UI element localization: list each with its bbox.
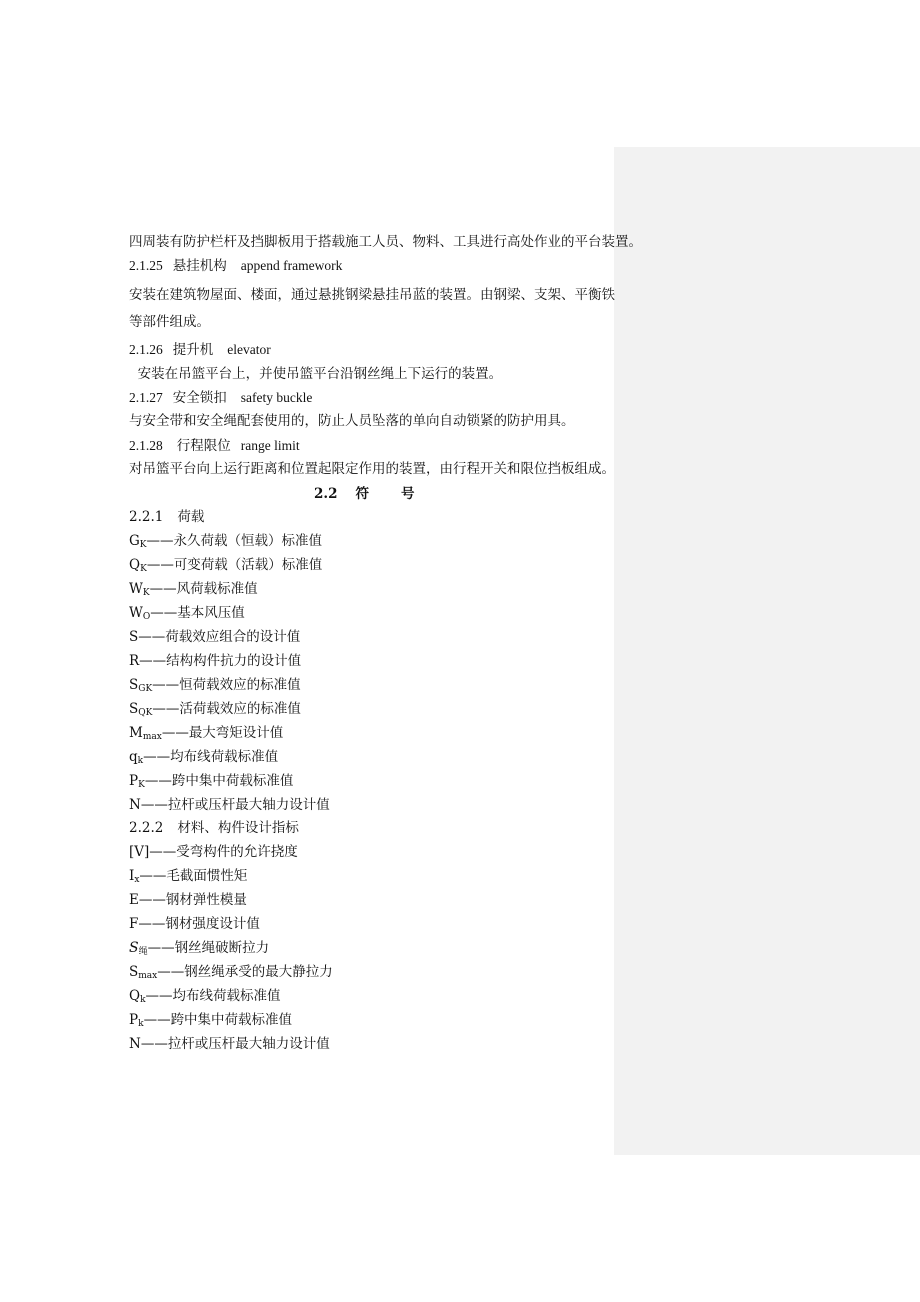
comment-pane — [614, 147, 920, 1155]
symbol-description: ——恒荷载效应的标准值 — [152, 677, 301, 693]
symbol-line — [129, 748, 278, 766]
symbol-subscript: k — [137, 756, 144, 766]
symbol-line — [129, 796, 330, 814]
symbol-description: ——永久荷载（恒载）标准值 — [146, 533, 323, 549]
symbol-subscript: max — [138, 971, 158, 981]
symbol-subscript: k — [140, 995, 146, 1005]
symbol-line — [129, 676, 301, 694]
symbol-line — [129, 915, 260, 933]
symbol-subscript: k — [138, 1019, 144, 1029]
symbol: S — [129, 964, 139, 980]
paragraph-buckle-desc: 与安全带和安全绳配套使用的，防止人员坠落的单向自动锁紧的防护用具。 — [129, 413, 575, 429]
term-cn: 行程限位 — [176, 438, 231, 453]
symbol-description: ——基本风压值 — [150, 605, 245, 621]
symbol-line — [129, 1011, 292, 1029]
term-number: 2.1.26 — [129, 342, 163, 357]
symbol-line — [129, 556, 322, 574]
symbol: N — [129, 1036, 141, 1052]
subsection-number: 2.2.1 — [129, 509, 164, 525]
symbol-description: ——受弯构件的允许挠度 — [149, 844, 298, 860]
symbol-description: ——均布线荷载标准值 — [145, 988, 281, 1004]
symbol-subscript: K — [139, 540, 147, 550]
symbol-description: ——荷载效应组合的设计值 — [138, 629, 301, 645]
symbol-description: ——可变荷载（活载）标准值 — [146, 557, 323, 573]
term-number: 2.1.27 — [129, 390, 163, 405]
symbol-description: ——拉杆或压杆最大轴力设计值 — [140, 1036, 330, 1052]
term-2-1-25 — [129, 257, 342, 275]
subsection-2-2-1 — [129, 508, 204, 526]
symbol: q — [129, 749, 138, 765]
term-en: safety buckle — [240, 390, 313, 405]
symbol: W — [129, 581, 143, 597]
symbol-description: ——风荷载标准值 — [149, 581, 258, 597]
symbol-subscript: x — [134, 875, 140, 885]
symbol-line — [129, 867, 247, 885]
symbol-line — [129, 1035, 330, 1053]
symbol-line — [129, 939, 269, 957]
symbol-subscript: GK — [138, 684, 153, 694]
paragraph-framework-desc-1: 安装在建筑物屋面、楼面，通过悬挑钢梁悬挂吊蓝的装置。由钢梁、支架、平衡铁 — [129, 287, 615, 303]
symbol-description: ——钢丝绳承受的最大静拉力 — [157, 964, 333, 980]
term-number: 2.1.25 — [129, 258, 163, 273]
symbol-subscript: 绳 — [138, 947, 148, 957]
symbol: M — [129, 725, 143, 741]
symbol: P — [129, 1012, 139, 1028]
symbol-line — [129, 700, 301, 718]
symbol-line — [129, 604, 245, 622]
subsection-title: 材料、构件设计指标 — [177, 820, 299, 836]
symbol-line — [129, 724, 283, 742]
symbol-line — [129, 772, 293, 790]
symbol: Q — [129, 988, 141, 1004]
symbol-subscript: K — [142, 588, 150, 598]
term-number: 2.1.28 — [129, 438, 163, 453]
symbol-subscript: O — [142, 612, 151, 622]
symbol-subscript: max — [142, 732, 162, 742]
term-2-1-28 — [129, 437, 300, 455]
symbol-line — [129, 843, 298, 861]
symbol-description: ——跨中集中荷载标准值 — [144, 773, 294, 789]
symbol-subscript: QK — [138, 708, 153, 718]
symbol: [V] — [129, 844, 150, 860]
symbol-description: ——均布线荷载标准值 — [143, 749, 279, 765]
symbol-line — [129, 652, 301, 670]
subsection-title: 荷载 — [177, 509, 205, 525]
symbol: S — [129, 677, 139, 693]
symbol-description: ——拉杆或压杆最大轴力设计值 — [140, 797, 330, 813]
term-cn: 提升机 — [172, 342, 214, 357]
paragraph-platform-desc: 四周装有防护栏杆及挡脚板用于搭载施工人员、物料、工具进行高处作业的平台装置。 — [129, 234, 642, 250]
term-cn: 安全锁扣 — [172, 390, 227, 405]
term-en: elevator — [227, 342, 271, 357]
symbol-line — [129, 628, 300, 646]
symbol: G — [129, 533, 140, 549]
symbol-line — [129, 963, 333, 981]
term-2-1-26 — [129, 341, 271, 359]
symbol: N — [129, 797, 141, 813]
symbol: R — [129, 653, 140, 669]
section-title-a: 符 — [355, 486, 369, 502]
symbol-description: ——活荷载效应的标准值 — [152, 701, 301, 717]
section-title-b: 号 — [401, 486, 415, 502]
section-number: 2.2 — [314, 486, 338, 502]
subsection-number: 2.2.2 — [129, 820, 164, 836]
subsection-2-2-2 — [129, 819, 299, 837]
symbol-subscript: K — [140, 564, 147, 574]
symbol: S — [129, 629, 139, 645]
symbol-description: ——跨中集中荷载标准值 — [143, 1012, 293, 1028]
symbol-line — [129, 580, 258, 598]
symbol-description: ——钢材强度设计值 — [138, 916, 260, 932]
symbol-description: ——最大弯矩设计值 — [161, 725, 284, 741]
symbol-description: ——钢丝绳破断拉力 — [147, 940, 270, 956]
term-en: append framework — [240, 258, 343, 273]
term-en: range limit — [240, 438, 300, 453]
symbol-line — [129, 532, 322, 550]
symbol-line — [129, 891, 247, 909]
paragraph-elevator-desc: 安装在吊篮平台上，并使吊篮平台沿钢丝绳上下运行的装置。 — [129, 366, 503, 382]
symbol: P — [129, 773, 139, 789]
section-heading — [314, 485, 415, 503]
symbol-description: ——毛截面惯性矩 — [139, 868, 248, 884]
symbol: W — [129, 605, 143, 621]
symbol: E — [129, 892, 139, 908]
symbol: S — [129, 701, 139, 717]
symbol: S — [129, 940, 139, 956]
paragraph-limit-desc: 对吊篮平台向上运行距离和位置起限定作用的装置，由行程开关和限位挡板组成。 — [129, 461, 615, 477]
symbol-line — [129, 987, 281, 1005]
symbol: F — [129, 916, 139, 932]
term-2-1-27 — [129, 389, 312, 407]
paragraph-framework-desc-2: 等部件组成。 — [129, 314, 210, 330]
symbol-description: ——结构构件抗力的设计值 — [139, 653, 302, 669]
symbol: Q — [129, 557, 141, 573]
symbol-subscript: K — [138, 780, 145, 790]
symbol: I — [129, 868, 135, 884]
term-cn: 悬挂机构 — [172, 258, 227, 273]
symbol-description: ——钢材弹性模量 — [138, 892, 247, 908]
